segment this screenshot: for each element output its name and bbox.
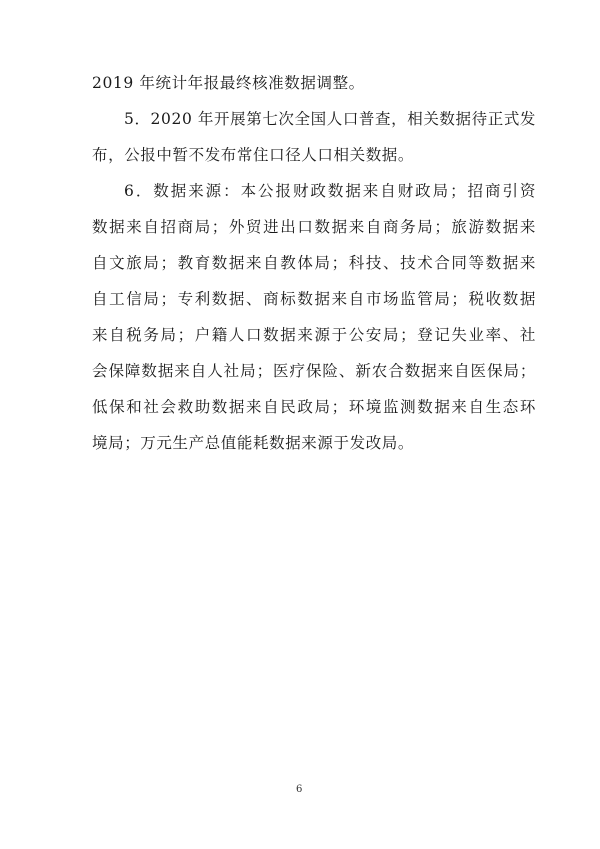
body-text-line: 6．数据来源：本公报财政数据来自财政局；招商引资	[124, 182, 536, 200]
body-text-line: 自文旅局；教育数据来自教体局；科技、技术合同等数据来	[92, 254, 536, 272]
body-text-line: 2019 年统计年报最终核准数据调整。	[92, 74, 365, 92]
body-text-line: 来自税务局；户籍人口数据来源于公安局；登记失业率、社	[92, 326, 536, 344]
body-text-line: 会保障数据来自人社局；医疗保险、新农合数据来自医保局；	[92, 362, 536, 380]
body-text-line: 布，公报中暂不发布常住口径人口相关数据。	[92, 146, 415, 164]
body-text-line: 数据来自招商局；外贸进出口数据来自商务局；旅游数据来	[92, 218, 536, 236]
page-number: 6	[296, 784, 303, 795]
body-text-line: 境局；万元生产总值能耗数据来源于发改局。	[92, 434, 415, 452]
body-text-line: 5．2020 年开展第七次全国人口普查，相关数据待正式发	[124, 110, 537, 128]
body-text-line: 自工信局；专利数据、商标数据来自市场监管局；税收数据	[92, 290, 536, 308]
body-text-line: 低保和社会救助数据来自民政局；环境监测数据来自生态环	[92, 398, 536, 416]
